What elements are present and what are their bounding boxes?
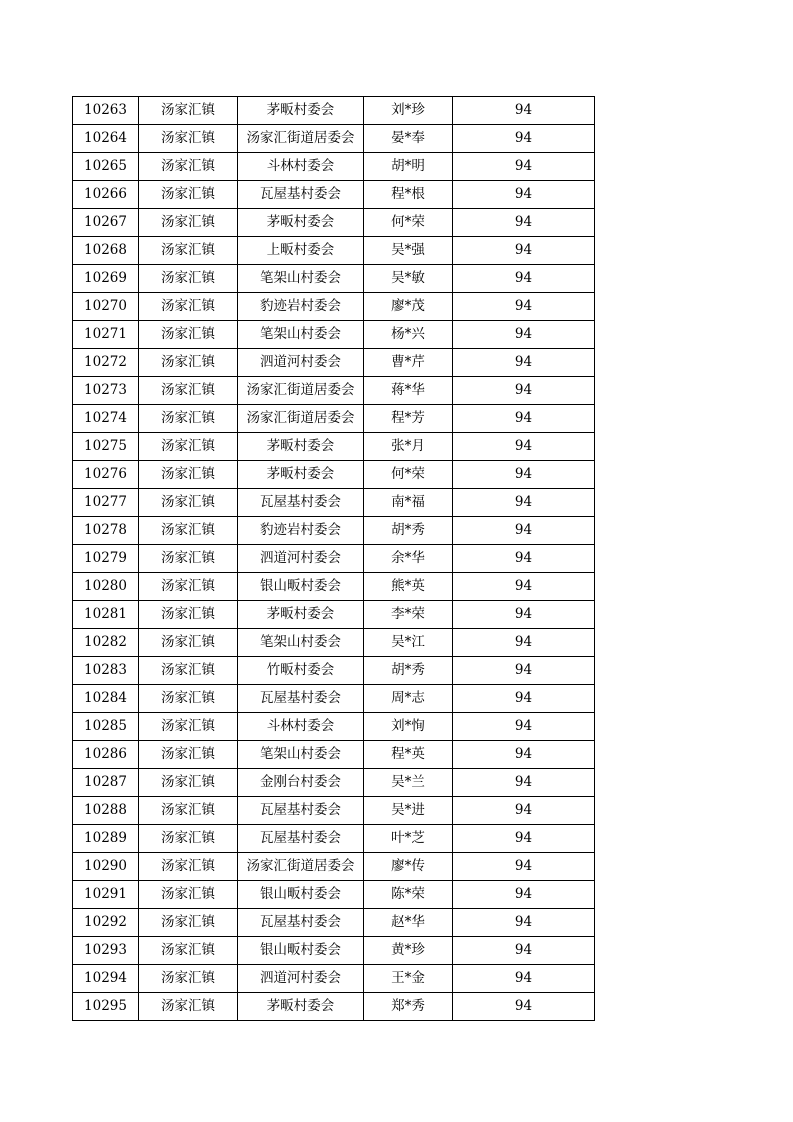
name-cell: 吴*强 [364, 237, 453, 265]
village-cell: 泗道河村委会 [238, 545, 364, 573]
town-cell: 汤家汇镇 [139, 181, 238, 209]
table-row [73, 265, 595, 293]
id-cell: 10283 [73, 657, 139, 685]
score-cell: 94 [453, 489, 595, 517]
town-cell: 汤家汇镇 [139, 517, 238, 545]
table-row [73, 601, 595, 629]
score-cell: 94 [453, 601, 595, 629]
village-cell: 瓦屋基村委会 [238, 797, 364, 825]
score-cell: 94 [453, 321, 595, 349]
town-cell: 汤家汇镇 [139, 769, 238, 797]
id-cell: 10279 [73, 545, 139, 573]
table-row [73, 461, 595, 489]
id-cell: 10282 [73, 629, 139, 657]
score-cell: 94 [453, 797, 595, 825]
score-cell: 94 [453, 153, 595, 181]
id-cell: 10284 [73, 685, 139, 713]
town-cell: 汤家汇镇 [139, 433, 238, 461]
id-cell: 10274 [73, 405, 139, 433]
table-row [73, 685, 595, 713]
town-cell: 汤家汇镇 [139, 237, 238, 265]
village-cell: 瓦屋基村委会 [238, 489, 364, 517]
score-cell: 94 [453, 209, 595, 237]
village-cell: 茅畈村委会 [238, 461, 364, 489]
town-cell: 汤家汇镇 [139, 125, 238, 153]
table-row [73, 545, 595, 573]
id-cell: 10270 [73, 293, 139, 321]
table-row [73, 937, 595, 965]
id-cell: 10267 [73, 209, 139, 237]
id-cell: 10288 [73, 797, 139, 825]
village-cell: 瓦屋基村委会 [238, 825, 364, 853]
score-cell: 94 [453, 349, 595, 377]
village-cell: 银山畈村委会 [238, 881, 364, 909]
town-cell: 汤家汇镇 [139, 545, 238, 573]
score-cell: 94 [453, 741, 595, 769]
table-row [73, 377, 595, 405]
data-table [72, 96, 595, 1021]
id-cell: 10278 [73, 517, 139, 545]
id-cell: 10266 [73, 181, 139, 209]
town-cell: 汤家汇镇 [139, 909, 238, 937]
village-cell: 汤家汇街道居委会 [238, 125, 364, 153]
id-cell: 10263 [73, 97, 139, 125]
village-cell: 汤家汇街道居委会 [238, 853, 364, 881]
town-cell: 汤家汇镇 [139, 825, 238, 853]
id-cell: 10291 [73, 881, 139, 909]
table-row [73, 993, 595, 1021]
village-cell: 汤家汇街道居委会 [238, 405, 364, 433]
name-cell: 何*荣 [364, 209, 453, 237]
name-cell: 周*志 [364, 685, 453, 713]
name-cell: 叶*芝 [364, 825, 453, 853]
table-row [73, 349, 595, 377]
village-cell: 瓦屋基村委会 [238, 685, 364, 713]
town-cell: 汤家汇镇 [139, 209, 238, 237]
name-cell: 程*根 [364, 181, 453, 209]
name-cell: 吴*敏 [364, 265, 453, 293]
village-cell: 瓦屋基村委会 [238, 909, 364, 937]
village-cell: 茅畈村委会 [238, 601, 364, 629]
name-cell: 南*福 [364, 489, 453, 517]
id-cell: 10276 [73, 461, 139, 489]
village-cell: 泗道河村委会 [238, 965, 364, 993]
score-cell: 94 [453, 713, 595, 741]
table-row [73, 293, 595, 321]
town-cell: 汤家汇镇 [139, 265, 238, 293]
town-cell: 汤家汇镇 [139, 937, 238, 965]
name-cell: 杨*兴 [364, 321, 453, 349]
score-cell: 94 [453, 965, 595, 993]
town-cell: 汤家汇镇 [139, 741, 238, 769]
id-cell: 10265 [73, 153, 139, 181]
name-cell: 黄*珍 [364, 937, 453, 965]
score-cell: 94 [453, 433, 595, 461]
id-cell: 10280 [73, 573, 139, 601]
name-cell: 王*金 [364, 965, 453, 993]
town-cell: 汤家汇镇 [139, 965, 238, 993]
town-cell: 汤家汇镇 [139, 377, 238, 405]
score-cell: 94 [453, 545, 595, 573]
village-cell: 笔架山村委会 [238, 741, 364, 769]
table-row [73, 517, 595, 545]
table-row [73, 797, 595, 825]
table-row [73, 629, 595, 657]
village-cell: 银山畈村委会 [238, 573, 364, 601]
score-cell: 94 [453, 181, 595, 209]
score-cell: 94 [453, 97, 595, 125]
table-body [73, 97, 595, 1021]
table-row [73, 209, 595, 237]
id-cell: 10287 [73, 769, 139, 797]
town-cell: 汤家汇镇 [139, 797, 238, 825]
town-cell: 汤家汇镇 [139, 97, 238, 125]
table-row [73, 237, 595, 265]
town-cell: 汤家汇镇 [139, 713, 238, 741]
name-cell: 吴*进 [364, 797, 453, 825]
score-cell: 94 [453, 629, 595, 657]
table-row [73, 853, 595, 881]
table-row [73, 825, 595, 853]
name-cell: 吴*兰 [364, 769, 453, 797]
id-cell: 10292 [73, 909, 139, 937]
score-cell: 94 [453, 825, 595, 853]
town-cell: 汤家汇镇 [139, 349, 238, 377]
table-row [73, 125, 595, 153]
town-cell: 汤家汇镇 [139, 461, 238, 489]
id-cell: 10271 [73, 321, 139, 349]
id-cell: 10285 [73, 713, 139, 741]
id-cell: 10290 [73, 853, 139, 881]
name-cell: 熊*英 [364, 573, 453, 601]
name-cell: 胡*明 [364, 153, 453, 181]
score-cell: 94 [453, 573, 595, 601]
name-cell: 余*华 [364, 545, 453, 573]
town-cell: 汤家汇镇 [139, 685, 238, 713]
score-cell: 94 [453, 909, 595, 937]
score-cell: 94 [453, 265, 595, 293]
table-row [73, 713, 595, 741]
village-cell: 上畈村委会 [238, 237, 364, 265]
village-cell: 茅畈村委会 [238, 209, 364, 237]
town-cell: 汤家汇镇 [139, 853, 238, 881]
town-cell: 汤家汇镇 [139, 601, 238, 629]
table-row [73, 433, 595, 461]
score-cell: 94 [453, 685, 595, 713]
score-cell: 94 [453, 853, 595, 881]
village-cell: 茅畈村委会 [238, 993, 364, 1021]
table-row [73, 153, 595, 181]
score-cell: 94 [453, 293, 595, 321]
town-cell: 汤家汇镇 [139, 405, 238, 433]
town-cell: 汤家汇镇 [139, 657, 238, 685]
id-cell: 10293 [73, 937, 139, 965]
name-cell: 刘*恂 [364, 713, 453, 741]
id-cell: 10273 [73, 377, 139, 405]
id-cell: 10264 [73, 125, 139, 153]
name-cell: 胡*秀 [364, 657, 453, 685]
town-cell: 汤家汇镇 [139, 293, 238, 321]
town-cell: 汤家汇镇 [139, 629, 238, 657]
name-cell: 李*荣 [364, 601, 453, 629]
town-cell: 汤家汇镇 [139, 881, 238, 909]
town-cell: 汤家汇镇 [139, 489, 238, 517]
name-cell: 晏*奉 [364, 125, 453, 153]
village-cell: 笔架山村委会 [238, 321, 364, 349]
village-cell: 茅畈村委会 [238, 97, 364, 125]
id-cell: 10272 [73, 349, 139, 377]
table-row [73, 741, 595, 769]
score-cell: 94 [453, 405, 595, 433]
village-cell: 银山畈村委会 [238, 937, 364, 965]
score-cell: 94 [453, 937, 595, 965]
score-cell: 94 [453, 657, 595, 685]
id-cell: 10295 [73, 993, 139, 1021]
name-cell: 刘*珍 [364, 97, 453, 125]
id-cell: 10286 [73, 741, 139, 769]
village-cell: 斗林村委会 [238, 713, 364, 741]
village-cell: 笔架山村委会 [238, 629, 364, 657]
name-cell: 吴*江 [364, 629, 453, 657]
id-cell: 10294 [73, 965, 139, 993]
score-cell: 94 [453, 461, 595, 489]
town-cell: 汤家汇镇 [139, 573, 238, 601]
score-cell: 94 [453, 237, 595, 265]
village-cell: 茅畈村委会 [238, 433, 364, 461]
name-cell: 赵*华 [364, 909, 453, 937]
score-cell: 94 [453, 769, 595, 797]
village-cell: 斗林村委会 [238, 153, 364, 181]
village-cell: 豹迹岩村委会 [238, 517, 364, 545]
name-cell: 廖*茂 [364, 293, 453, 321]
village-cell: 笔架山村委会 [238, 265, 364, 293]
village-cell: 豹迹岩村委会 [238, 293, 364, 321]
name-cell: 曹*芹 [364, 349, 453, 377]
name-cell: 胡*秀 [364, 517, 453, 545]
name-cell: 张*月 [364, 433, 453, 461]
table-row [73, 965, 595, 993]
name-cell: 何*荣 [364, 461, 453, 489]
village-cell: 竹畈村委会 [238, 657, 364, 685]
id-cell: 10268 [73, 237, 139, 265]
town-cell: 汤家汇镇 [139, 993, 238, 1021]
score-cell: 94 [453, 125, 595, 153]
id-cell: 10275 [73, 433, 139, 461]
town-cell: 汤家汇镇 [139, 321, 238, 349]
name-cell: 陈*荣 [364, 881, 453, 909]
village-cell: 汤家汇街道居委会 [238, 377, 364, 405]
table-row [73, 489, 595, 517]
name-cell: 程*英 [364, 741, 453, 769]
id-cell: 10269 [73, 265, 139, 293]
table-row [73, 181, 595, 209]
score-cell: 94 [453, 517, 595, 545]
name-cell: 蒋*华 [364, 377, 453, 405]
name-cell: 程*芳 [364, 405, 453, 433]
village-cell: 金刚台村委会 [238, 769, 364, 797]
town-cell: 汤家汇镇 [139, 153, 238, 181]
table-row [73, 321, 595, 349]
score-cell: 94 [453, 881, 595, 909]
table-row [73, 405, 595, 433]
table-row [73, 881, 595, 909]
table-row [73, 97, 595, 125]
table-row [73, 657, 595, 685]
table-row [73, 909, 595, 937]
village-cell: 泗道河村委会 [238, 349, 364, 377]
name-cell: 郑*秀 [364, 993, 453, 1021]
id-cell: 10281 [73, 601, 139, 629]
table-row [73, 769, 595, 797]
score-cell: 94 [453, 377, 595, 405]
id-cell: 10289 [73, 825, 139, 853]
score-cell: 94 [453, 993, 595, 1021]
village-cell: 瓦屋基村委会 [238, 181, 364, 209]
name-cell: 廖*传 [364, 853, 453, 881]
table-row [73, 573, 595, 601]
id-cell: 10277 [73, 489, 139, 517]
